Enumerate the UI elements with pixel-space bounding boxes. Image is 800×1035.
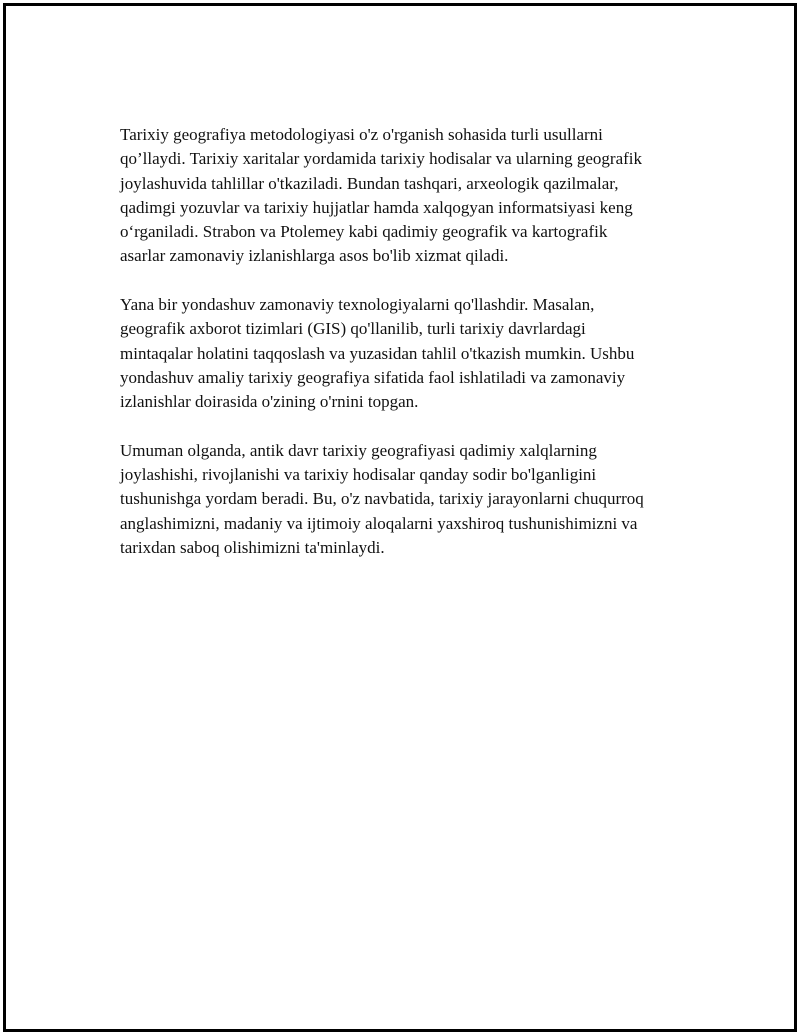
paragraph-2 [120,293,710,414]
text-line: izlanishlar doirasida o'zining o'rnini topgan. [120,392,419,412]
text-line: joylashuvida tahlillar o'tkaziladi. Bundan tashqari, arxeologik qazilmalar, [120,173,619,193]
text-line: tushunishga yordam beradi. Bu, o'z navbatida, tarixiy jarayonlarni chuqurroq [120,489,644,509]
paragraph-3 [120,439,710,560]
paragraph-1 [120,123,710,269]
text-line: anglashimizni, madaniy va ijtimoiy aloqalarni yaxshiroq tushunishimizni va [120,513,638,533]
text-line: joylashishi, rivojlanishi va tarixiy hodisalar qanday sodir bo'lganligini [120,465,597,485]
text-line: o‘rganiladi. Strabon va Ptolemey kabi qadimiy geografik va kartografik [120,222,608,242]
text-line: qo’llaydi. Tarixiy xaritalar yordamida tarixiy hodisalar va ularning geografik [120,149,643,169]
text-line: yondashuv amaliy tarixiy geografiya sifatida faol ishlatiladi va zamonaviy [120,367,626,387]
text-line: Tarixiy geografiya metodologiyasi o'z o'rganish sohasida turli usullarni [120,125,603,144]
text-line: tarixdan saboq olishimizni ta'minlaydi. [120,538,385,558]
page-frame [3,3,797,1032]
text-line: Umuman olganda, antik davr tarixiy geografiyasi qadimiy xalqlarning [120,440,597,460]
text-line: asarlar zamonaviy izlanishlarga asos bo'lib xizmat qiladi. [120,246,509,266]
text-line: Yana bir yondashuv zamonaviy texnologiyalarni qo'llashdir. Masalan, [120,295,595,315]
document-body [120,123,710,585]
text-line: mintaqalar holatini taqqoslash va yuzasidan tahlil o'tkazish mumkin. Ushbu [120,343,635,363]
text-line: qadimgi yozuvlar va tarixiy hujjatlar hamda xalqogyan informatsiyasi keng [120,197,633,217]
text-line: geografik axborot tizimlari (GIS) qo'llanilib, turli tarixiy davrlardagi [120,319,586,339]
